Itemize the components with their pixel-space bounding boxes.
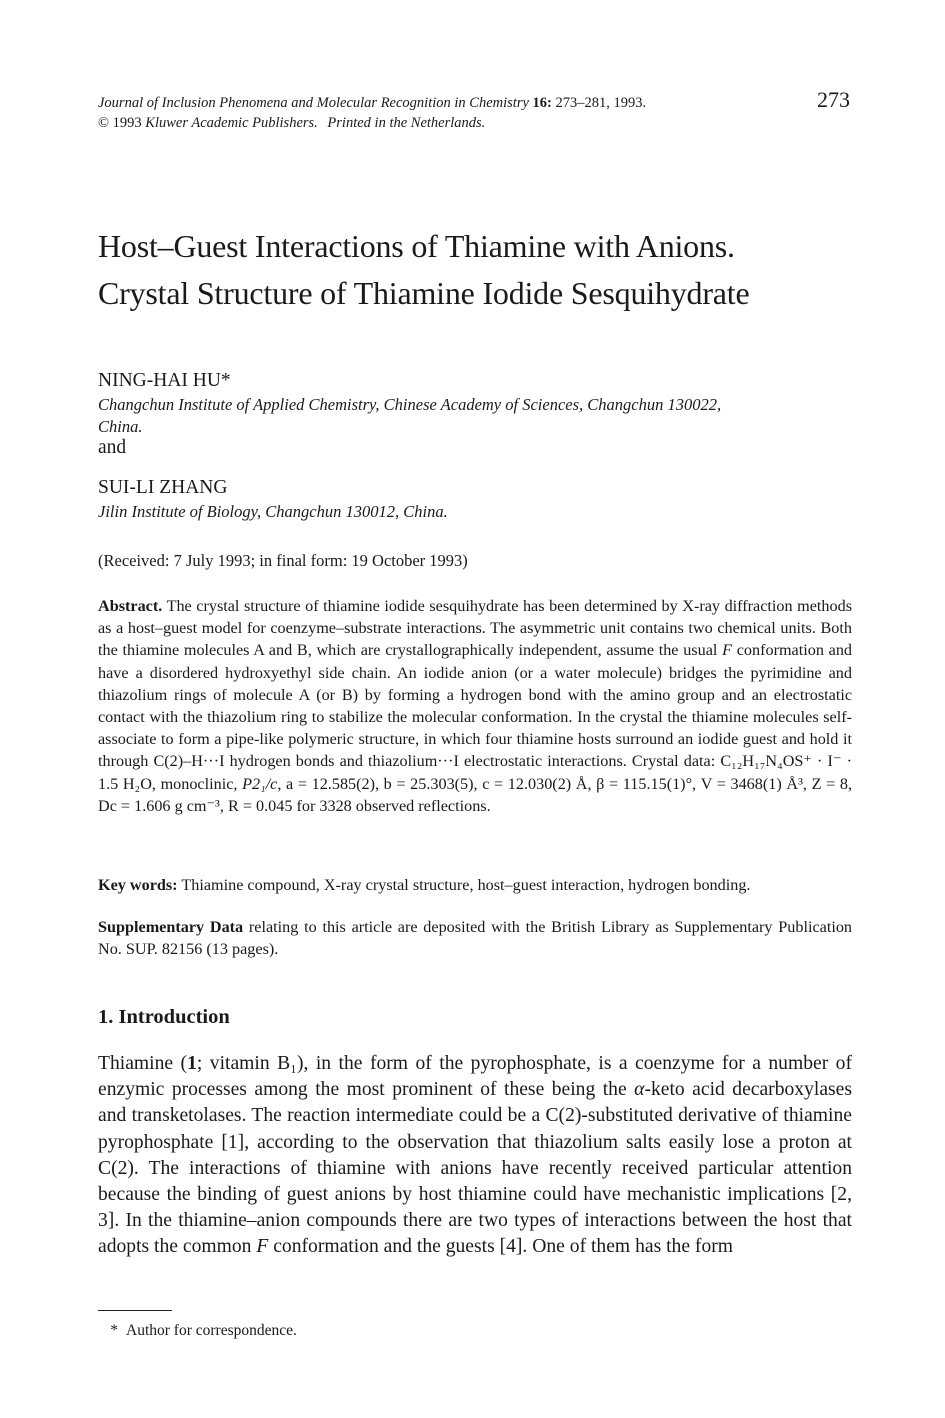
abstract-text-2: conformation and have a disordered hydroxyethyl side chain. An iodide anion (or a water molecule) bridges the pyrimidine and thiazolium rings of molecule A (or B) by forming a hydrogen bond with the amino group and an electrostatic contact with the thiazolium ring to stabilize the molecular conformation. In the crystal the thiamine molecules self-associate to form a pipe-like polymeric structure, in which four thiamine hosts surround an iodide guest and hold it through C(2)–H···I hydrogen bonds and thiazolium···I electrostatic interactions. Crystal data: bbox=[98, 641, 853, 771]
abstract-text-4: , a = 12.585(2), b = 25.303(5), c = 12.030(2) Å, β = 115.15(1)°, V = 3468(1) Å³, Z = 8, Dc = 1.606 g cm⁻³, R = 0.045 for 3328 observed reflections. bbox=[98, 774, 853, 815]
supplementary-data bbox=[98, 916, 852, 960]
copyright-year: 1993 bbox=[112, 115, 142, 131]
abstract-label: Abstract. bbox=[98, 597, 163, 615]
keywords-label: Key words: bbox=[98, 876, 178, 894]
author-conjunction: and bbox=[98, 437, 127, 458]
author-1-affiliation-line-2: China. bbox=[98, 417, 143, 436]
title-line-1: Host–Guest Interactions of Thiamine with Anions. bbox=[98, 228, 735, 264]
intro-text-4: conformation and the guests [4]. One of them has the form bbox=[268, 1236, 734, 1258]
printed-note: Printed in the Netherlands. bbox=[327, 115, 486, 131]
intro-compound-number: 1 bbox=[187, 1053, 197, 1074]
author-1-affiliation bbox=[98, 394, 838, 438]
journal-name: Journal of Inclusion Phenomena and Molecular Recognition in Chemistry bbox=[98, 95, 529, 111]
supplementary-text: relating to this article are deposited with the British Library as Supplementary Publication No. SUP. 82156 (13 pages). bbox=[98, 918, 853, 958]
received-dates: (Received: 7 July 1993; in final form: 19 October 1993) bbox=[98, 551, 468, 570]
abstract-space-group: P2₁/c bbox=[242, 774, 278, 793]
journal-pages-year: 273–281, 1993. bbox=[555, 95, 647, 111]
supplementary-label: Supplementary Data bbox=[98, 918, 244, 936]
keywords-text: Thiamine compound, X-ray crystal structure, host–guest interaction, hydrogen bonding. bbox=[181, 876, 751, 894]
intro-alpha: α bbox=[634, 1079, 645, 1101]
footnote-rule bbox=[98, 1310, 172, 1311]
title-line-2: Crystal Structure of Thiamine Iodide Sesquihydrate bbox=[98, 275, 750, 311]
introduction-paragraph bbox=[98, 1051, 852, 1261]
journal-citation-line bbox=[98, 87, 852, 113]
footnote-text: Author for correspondence. bbox=[126, 1322, 297, 1339]
publisher-name: Kluwer Academic Publishers. bbox=[145, 115, 318, 131]
intro-text-1: Thiamine ( bbox=[98, 1053, 188, 1074]
intro-f-conformation: F bbox=[256, 1236, 269, 1258]
author-1-affiliation-line-1: Changchun Institute of Applied Chemistry, Chinese Academy of Sciences, Changchun 130022, bbox=[98, 395, 722, 414]
footnote bbox=[98, 1322, 297, 1340]
footnote-marker: * bbox=[110, 1322, 118, 1339]
intro-text-2: ; vitamin B₁), in the form of the pyrophosphate, is a coenzyme for a number of enzymic processes among the most prominent of these being the bbox=[98, 1053, 853, 1101]
abstract-text-3: , monoclinic, bbox=[151, 774, 243, 793]
journal-header bbox=[98, 87, 852, 133]
copyright-line bbox=[98, 113, 852, 133]
copyright-symbol: © bbox=[98, 115, 110, 131]
page-number: 273 bbox=[817, 87, 850, 112]
author-2-affiliation: Jilin Institute of Biology, Changchun 130012, China. bbox=[98, 502, 448, 521]
keywords bbox=[98, 874, 852, 896]
journal-volume: 16: bbox=[532, 95, 552, 111]
intro-text-3: -keto acid decarboxylases and transketolases. The reaction intermediate could be a C(2)-substituted derivative of thiamine pyrophosphate [1], according to the observation that thiazolium salts easily lose a proton at C(2). The interactions of thiamine with anions have recently received particular attention because the binding of guest anions by host thiamine could have mechanistic implications [2, 3]. In the thiamine–anion compounds there are two types of interactions between the host that adopts the common bbox=[98, 1079, 852, 1258]
abstract bbox=[98, 595, 852, 817]
author-1-name: NING-HAI HU* bbox=[98, 370, 231, 391]
abstract-f-conformation: F bbox=[722, 641, 732, 660]
section-heading-introduction: 1. Introduction bbox=[98, 1006, 230, 1028]
paper-title bbox=[98, 223, 852, 317]
abstract-formula: C₁₂H₁₇N₄OS⁺ · I⁻ · 1.5 H₂O bbox=[98, 752, 852, 793]
abstract-text-1: The crystal structure of thiamine iodide sesquihydrate has been determined by X-ray diffraction methods as a host–guest model for coenzyme–substrate interactions. The asymmetric unit contains two chemical units. Both the thiamine molecules A and B, which are crystallographically independent, assume the usual bbox=[98, 597, 852, 660]
author-2-name: SUI-LI ZHANG bbox=[98, 477, 228, 498]
